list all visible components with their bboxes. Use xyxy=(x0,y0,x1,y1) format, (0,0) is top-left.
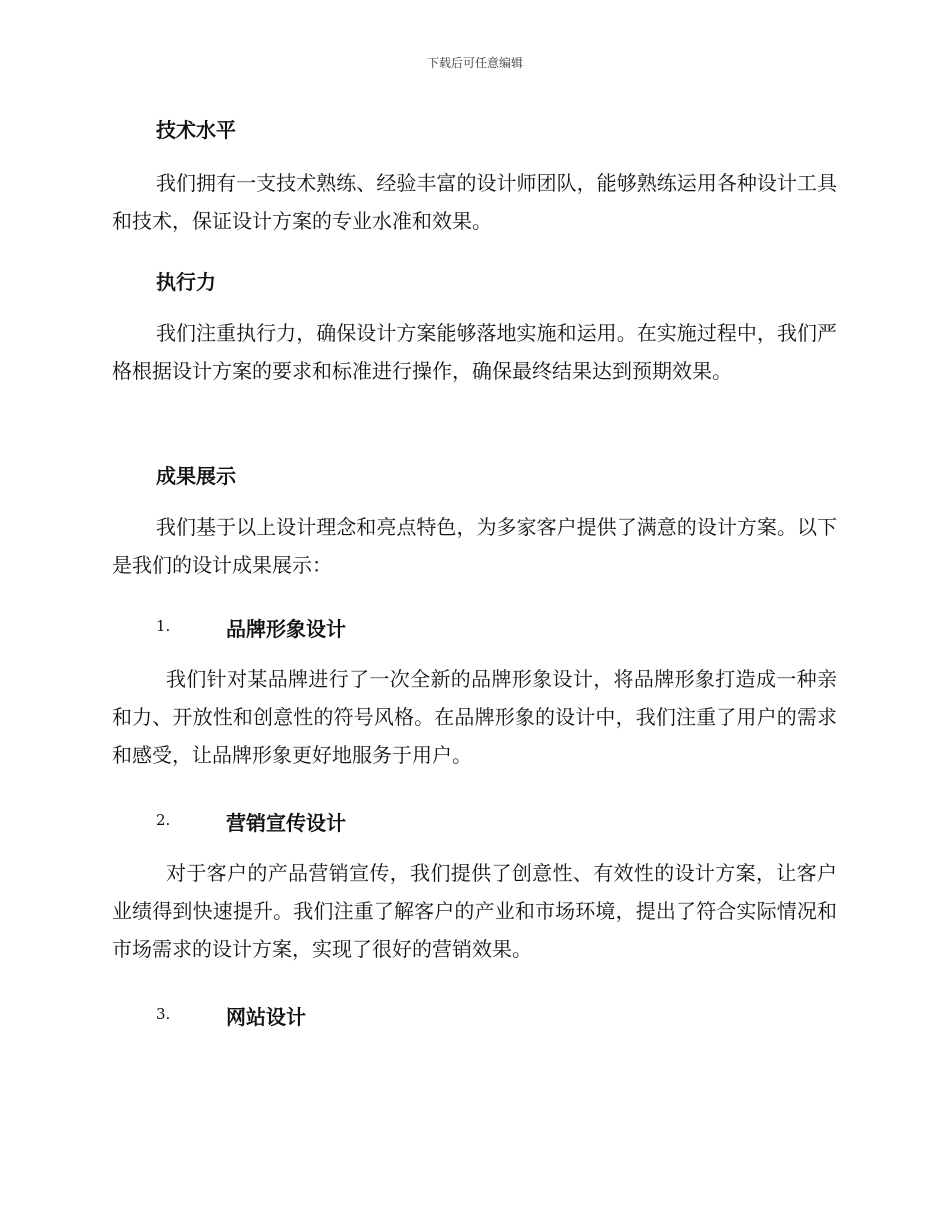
section-heading-execution: 执行力 xyxy=(156,270,216,294)
page-header: 下载后可任意编辑 xyxy=(426,56,523,70)
list-item-paragraph-marketing: 对于客户的产品营销宣传，我们提供了创意性、有效性的设计方案，让客户业绩得到快速提升。我们注重了解客户的产业和市场环境，提出了符合实际情况和市场需求的设计方案，实现了很好的营销效果。 xyxy=(112,861,837,961)
list-item-paragraph-brand: 我们针对某品牌进行了一次全新的品牌形象设计，将品牌形象打造成一种亲和力、开放性和创意性的符号风格。在品牌形象的设计中，我们注重了用户的需求和感受，让品牌形象更好地服务于用户。 xyxy=(112,667,837,767)
list-item-number: 3. xyxy=(156,1005,171,1023)
list-item-title: 品牌形象设计 xyxy=(226,617,346,641)
section-paragraph-execution: 我们注重执行力，确保设计方案能够落地实施和运用。在实施过程中，我们严格根据设计方案的要求和标准进行操作，确保最终结果达到预期效果。 xyxy=(112,321,837,383)
section-paragraph-tech: 我们拥有一支技术熟练、经验丰富的设计师团队，能够熟练运用各种设计工具和技术，保证设计方案的专业水准和效果。 xyxy=(112,171,837,233)
list-item-number: 1. xyxy=(156,617,171,635)
list-item-title: 营销宣传设计 xyxy=(226,811,346,835)
section-paragraph-results: 我们基于以上设计理念和亮点特色，为多家客户提供了满意的设计方案。以下是我们的设计成果展示： xyxy=(112,515,837,577)
list-item-number: 2. xyxy=(156,811,171,829)
list-item-title: 网站设计 xyxy=(226,1005,306,1029)
section-heading-tech: 技术水平 xyxy=(156,118,236,142)
section-heading-results: 成果展示 xyxy=(156,464,236,488)
